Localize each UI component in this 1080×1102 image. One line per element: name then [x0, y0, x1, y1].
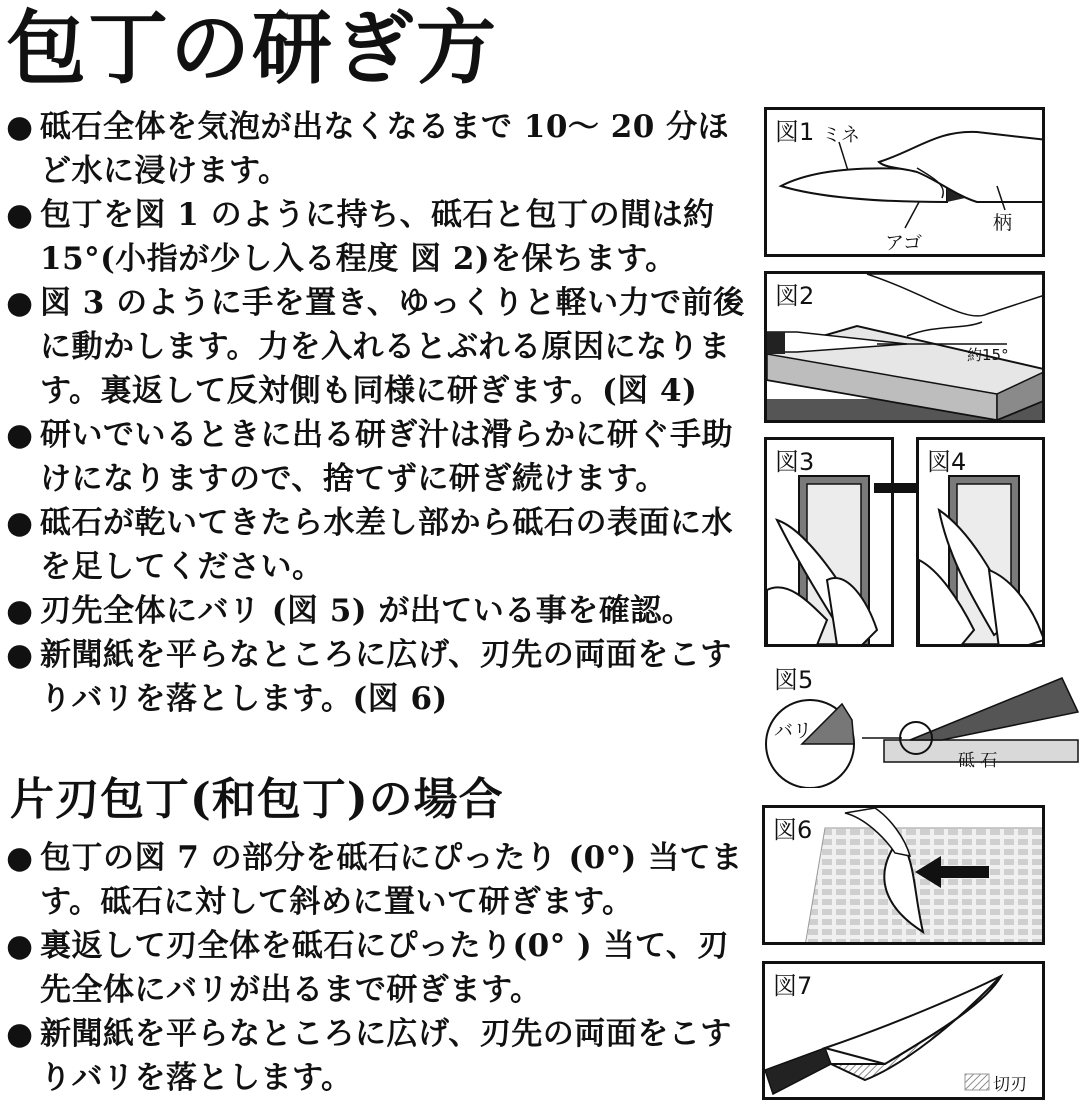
- figure-1-label: 図1: [775, 118, 815, 146]
- step-item: ● 新聞紙を平らなところに広げ、刃先の両面をこすりバリを落とします。: [6, 1012, 746, 1100]
- figure-4-label: 図4: [927, 448, 967, 476]
- figure-3-label: 図3: [775, 448, 815, 476]
- step-item: ● 研いでいるときに出る研ぎ汁は滑らかに研ぐ手助けになりますので、捨てずに研ぎ続けます。: [6, 413, 746, 501]
- figure-5: [762, 660, 1080, 788]
- step-item: ● 包丁を図 1 のように持ち、砥石と包丁の間は約 15°(小指が少し入る程度 図 2)を保ちます。: [6, 193, 746, 281]
- single-edge-steps: [6, 836, 746, 1100]
- figure-5-label: 図5: [774, 666, 814, 694]
- step-item: ● 図 3 のように手を置き、ゆっくりと軽い力で前後に動かします。力を入れるとぶれる原因になります。裏返して反対側も同様に研ぎます。(図 4): [6, 281, 746, 413]
- burr-label: バリ: [774, 720, 813, 742]
- figure-6-label: 図6: [773, 816, 813, 844]
- figure-3: [764, 437, 894, 647]
- step-item: ● 新聞紙を平らなところに広げ、刃先の両面をこすりバリを落とします。(図 6): [6, 633, 746, 721]
- handle-label: 柄: [993, 212, 1013, 234]
- figure-7-label: 図7: [773, 972, 813, 1000]
- step-item: ● 砥石全体を気泡が出なくなるまで 10～ 20 分ほど水に浸けます。: [6, 105, 746, 193]
- step-item: ● 裏返して刃全体を砥石にぴったり(0° ) 当て、刃先全体にバリが出るまで研ぎます。: [6, 924, 746, 1012]
- figure-2-label: 図2: [775, 282, 815, 310]
- stone-label: 砥 石: [958, 751, 998, 771]
- kiriba-legend: 切刃: [993, 1075, 1027, 1095]
- sharpening-steps: [6, 105, 746, 721]
- step-item: ● 砥石が乾いてきたら水差し部から砥石の表面に水を足してください。: [6, 501, 746, 589]
- step-item: ● 刃先全体にバリ (図 5) が出ている事を確認。: [6, 589, 746, 633]
- figure-4: [916, 437, 1045, 647]
- ago-label: アゴ: [885, 232, 923, 254]
- page-title: 包丁の研ぎ方: [6, 1, 498, 95]
- single-edge-heading: 片刃包丁(和包丁)の場合: [10, 774, 504, 825]
- angle-label: 約15°: [967, 346, 1009, 364]
- figure-7: [762, 961, 1045, 1100]
- figure-1: [764, 107, 1045, 257]
- figure-2: [764, 271, 1045, 423]
- step-item: ● 包丁の図 7 の部分を砥石にぴったり (0°) 当てます。砥石に対して斜めに置いて研ぎます。: [6, 836, 746, 924]
- figure-6: [762, 805, 1045, 945]
- mine-label: ミネ: [822, 124, 861, 146]
